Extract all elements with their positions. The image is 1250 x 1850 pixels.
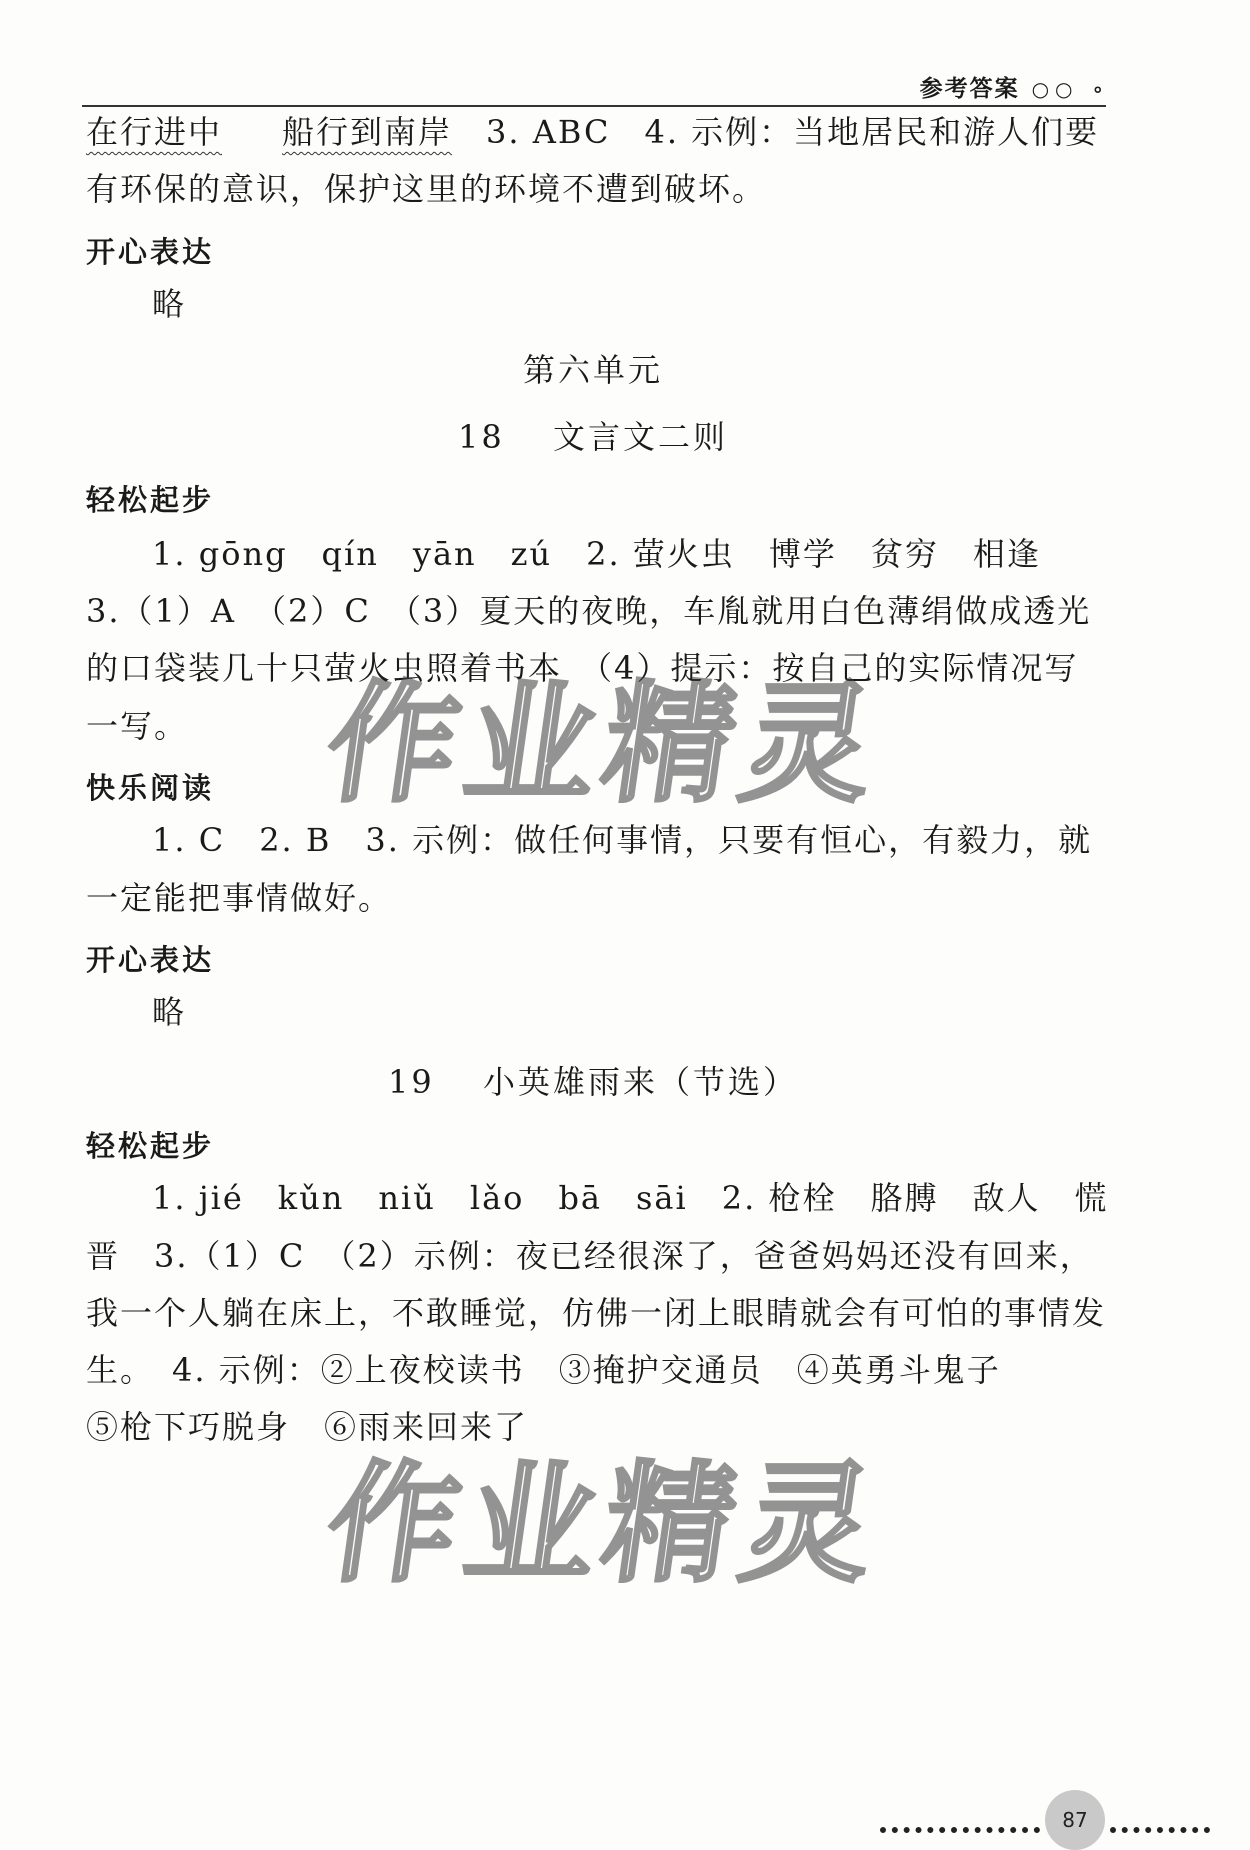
answer-line: 3.（1）A （2）C （3）夏天的夜晚，车胤就用白色薄绢做成透光	[86, 592, 1092, 630]
section-heading: 开心表达	[86, 235, 215, 269]
wavy-underlined-answer: 船行到南岸	[282, 113, 453, 151]
answer-line: 在行进中 船行到南岸 3. ABC 4. 示例：当地居民和游人们要	[86, 113, 1100, 151]
answer-line: 的口袋装几十只萤火虫照着书本 （4）提示：按自己的实际情况写	[86, 649, 1079, 687]
header-divider	[82, 105, 1106, 107]
watermark-logo: 作业精灵	[317, 1448, 892, 1600]
answer-line: 1. gōng qín yān zú 2. 萤火虫 博学 贫穷 相逢	[152, 535, 1041, 573]
answer-line: ⑤枪下巧脱身 ⑥雨来回来了	[86, 1408, 529, 1446]
answer-line: 1. C 2. B 3. 示例：做任何事情，只要有恒心，有毅力，就	[152, 821, 1093, 859]
answer-line: 1. jié kǔn niǔ lǎo bā sāi 2. 枪栓 胳膊 敌人 慌	[152, 1179, 1109, 1217]
answer-line: 我一个人躺在床上，不敢睡觉，仿佛一闭上眼睛就会有可怕的事情发	[86, 1294, 1107, 1332]
watermark-logo: 作业精灵	[317, 668, 892, 820]
footer-dotted-line	[880, 1827, 1040, 1839]
section-heading: 快乐阅读	[86, 771, 215, 805]
section-heading: 轻松起步	[86, 483, 215, 517]
answer-line: 生。 4. 示例：②上夜校读书 ③掩护交通员 ④英勇斗鬼子	[86, 1351, 1001, 1389]
section-heading: 轻松起步	[86, 1129, 215, 1163]
answer-line: 一写。	[86, 707, 189, 745]
page-header	[920, 70, 1110, 103]
header-circles-icon: ○○ ∘	[1031, 77, 1110, 101]
section-heading: 开心表达	[86, 943, 215, 977]
answer-line: 略	[152, 993, 187, 1031]
header-title: 参考答案	[919, 76, 1020, 102]
lesson-title: 18 文言文二则	[458, 418, 728, 456]
answer-line: 略	[152, 285, 187, 323]
footer-dotted-line	[1110, 1827, 1210, 1839]
unit-title: 第六单元	[522, 351, 663, 389]
answer-line: 一定能把事情做好。	[86, 879, 393, 917]
answer-line: 晋 3.（1）C （2）示例：夜已经很深了，爸爸妈妈还没有回来，	[86, 1237, 1094, 1275]
wavy-underlined-answer: 在行进中	[86, 113, 223, 151]
page-number-badge: 87	[1045, 1790, 1105, 1850]
lesson-title: 19 小英雄雨来（节选）	[388, 1063, 798, 1101]
answer-line: 有环保的意识，保护这里的环境不遭到破坏。	[86, 170, 767, 208]
